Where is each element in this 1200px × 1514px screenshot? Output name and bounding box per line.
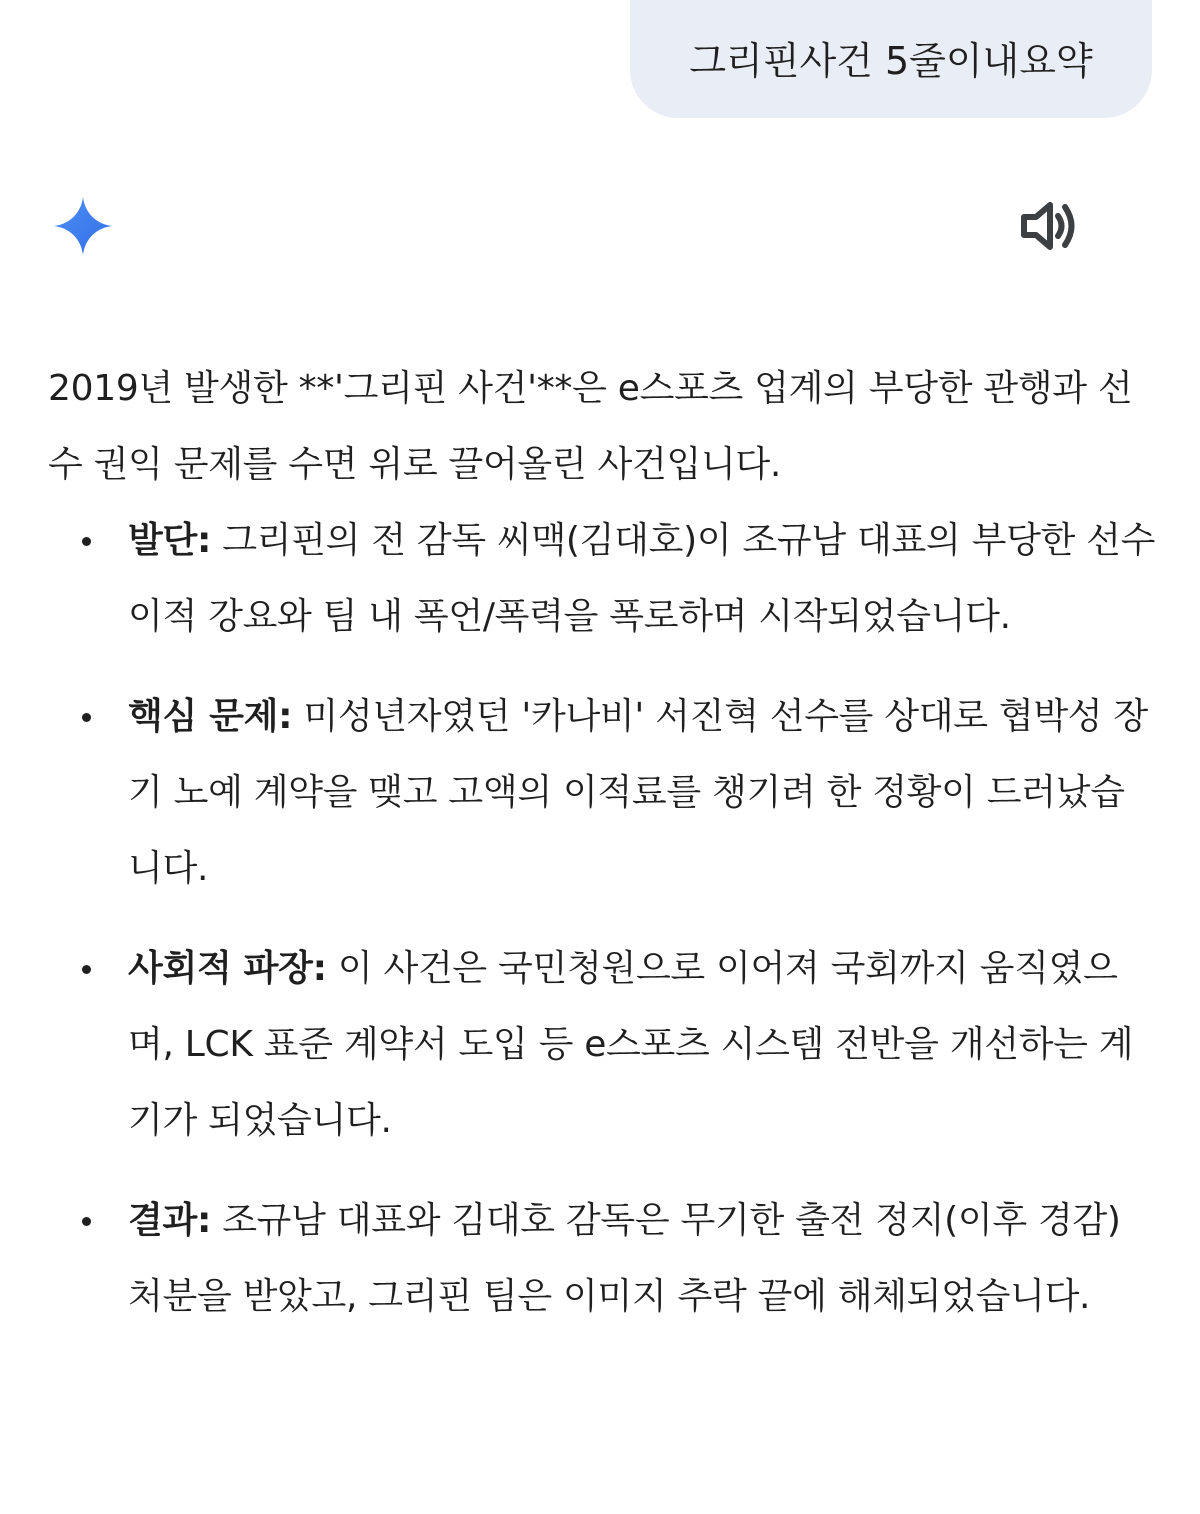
bullet-text: 미성년자였던 '카나비' 서진혁 선수를 상대로 협박성 장기 노예 계약을 맺고 고액의 이적료를 챙기려 한 정황이 드러났습니다. — [128, 696, 1148, 889]
bullet-text: 이 사건은 국민청원으로 이어져 국회까지 움직였으며, LCK 표준 계약서 도입 등 e스포츠 시스템 전반을 개선하는 계기가 되었습니다. — [128, 948, 1134, 1141]
list-item — [48, 679, 1158, 907]
bullet-title: 결과: — [128, 1200, 212, 1241]
list-item — [48, 503, 1158, 655]
bullet-title: 사회적 파장: — [128, 948, 327, 989]
bullet-dot — [82, 713, 91, 722]
list-item — [48, 931, 1158, 1159]
user-message-bubble — [630, 0, 1152, 118]
summary-list — [48, 503, 1158, 1335]
bullet-dot — [82, 1217, 91, 1226]
speaker-volume-icon[interactable] — [1018, 196, 1082, 256]
list-item — [48, 1183, 1158, 1335]
bullet-title: 핵심 문제: — [128, 696, 293, 737]
assistant-response — [48, 351, 1158, 1359]
gemini-sparkle-icon — [52, 195, 114, 257]
bullet-dot — [82, 537, 91, 546]
bullet-title: 발단: — [128, 520, 212, 561]
bullet-text: 그리핀의 전 감독 씨맥(김대호)이 조규남 대표의 부당한 선수 이적 강요와 팀 내 폭언/폭력을 폭로하며 시작되었습니다. — [128, 520, 1156, 637]
bullet-dot — [82, 965, 91, 974]
user-message-text: 그리핀사건 5줄이내요약 — [689, 39, 1093, 83]
bullet-text: 조규남 대표와 김대호 감독은 무기한 출전 정지(이후 경감) 처분을 받았고, 그리핀 팀은 이미지 추락 끝에 해체되었습니다. — [128, 1200, 1121, 1317]
response-intro: 2019년 발생한 **'그리핀 사건'**은 e스포츠 업계의 부당한 관행과 선수 권익 문제를 수면 위로 끌어올린 사건입니다. — [48, 368, 1133, 485]
